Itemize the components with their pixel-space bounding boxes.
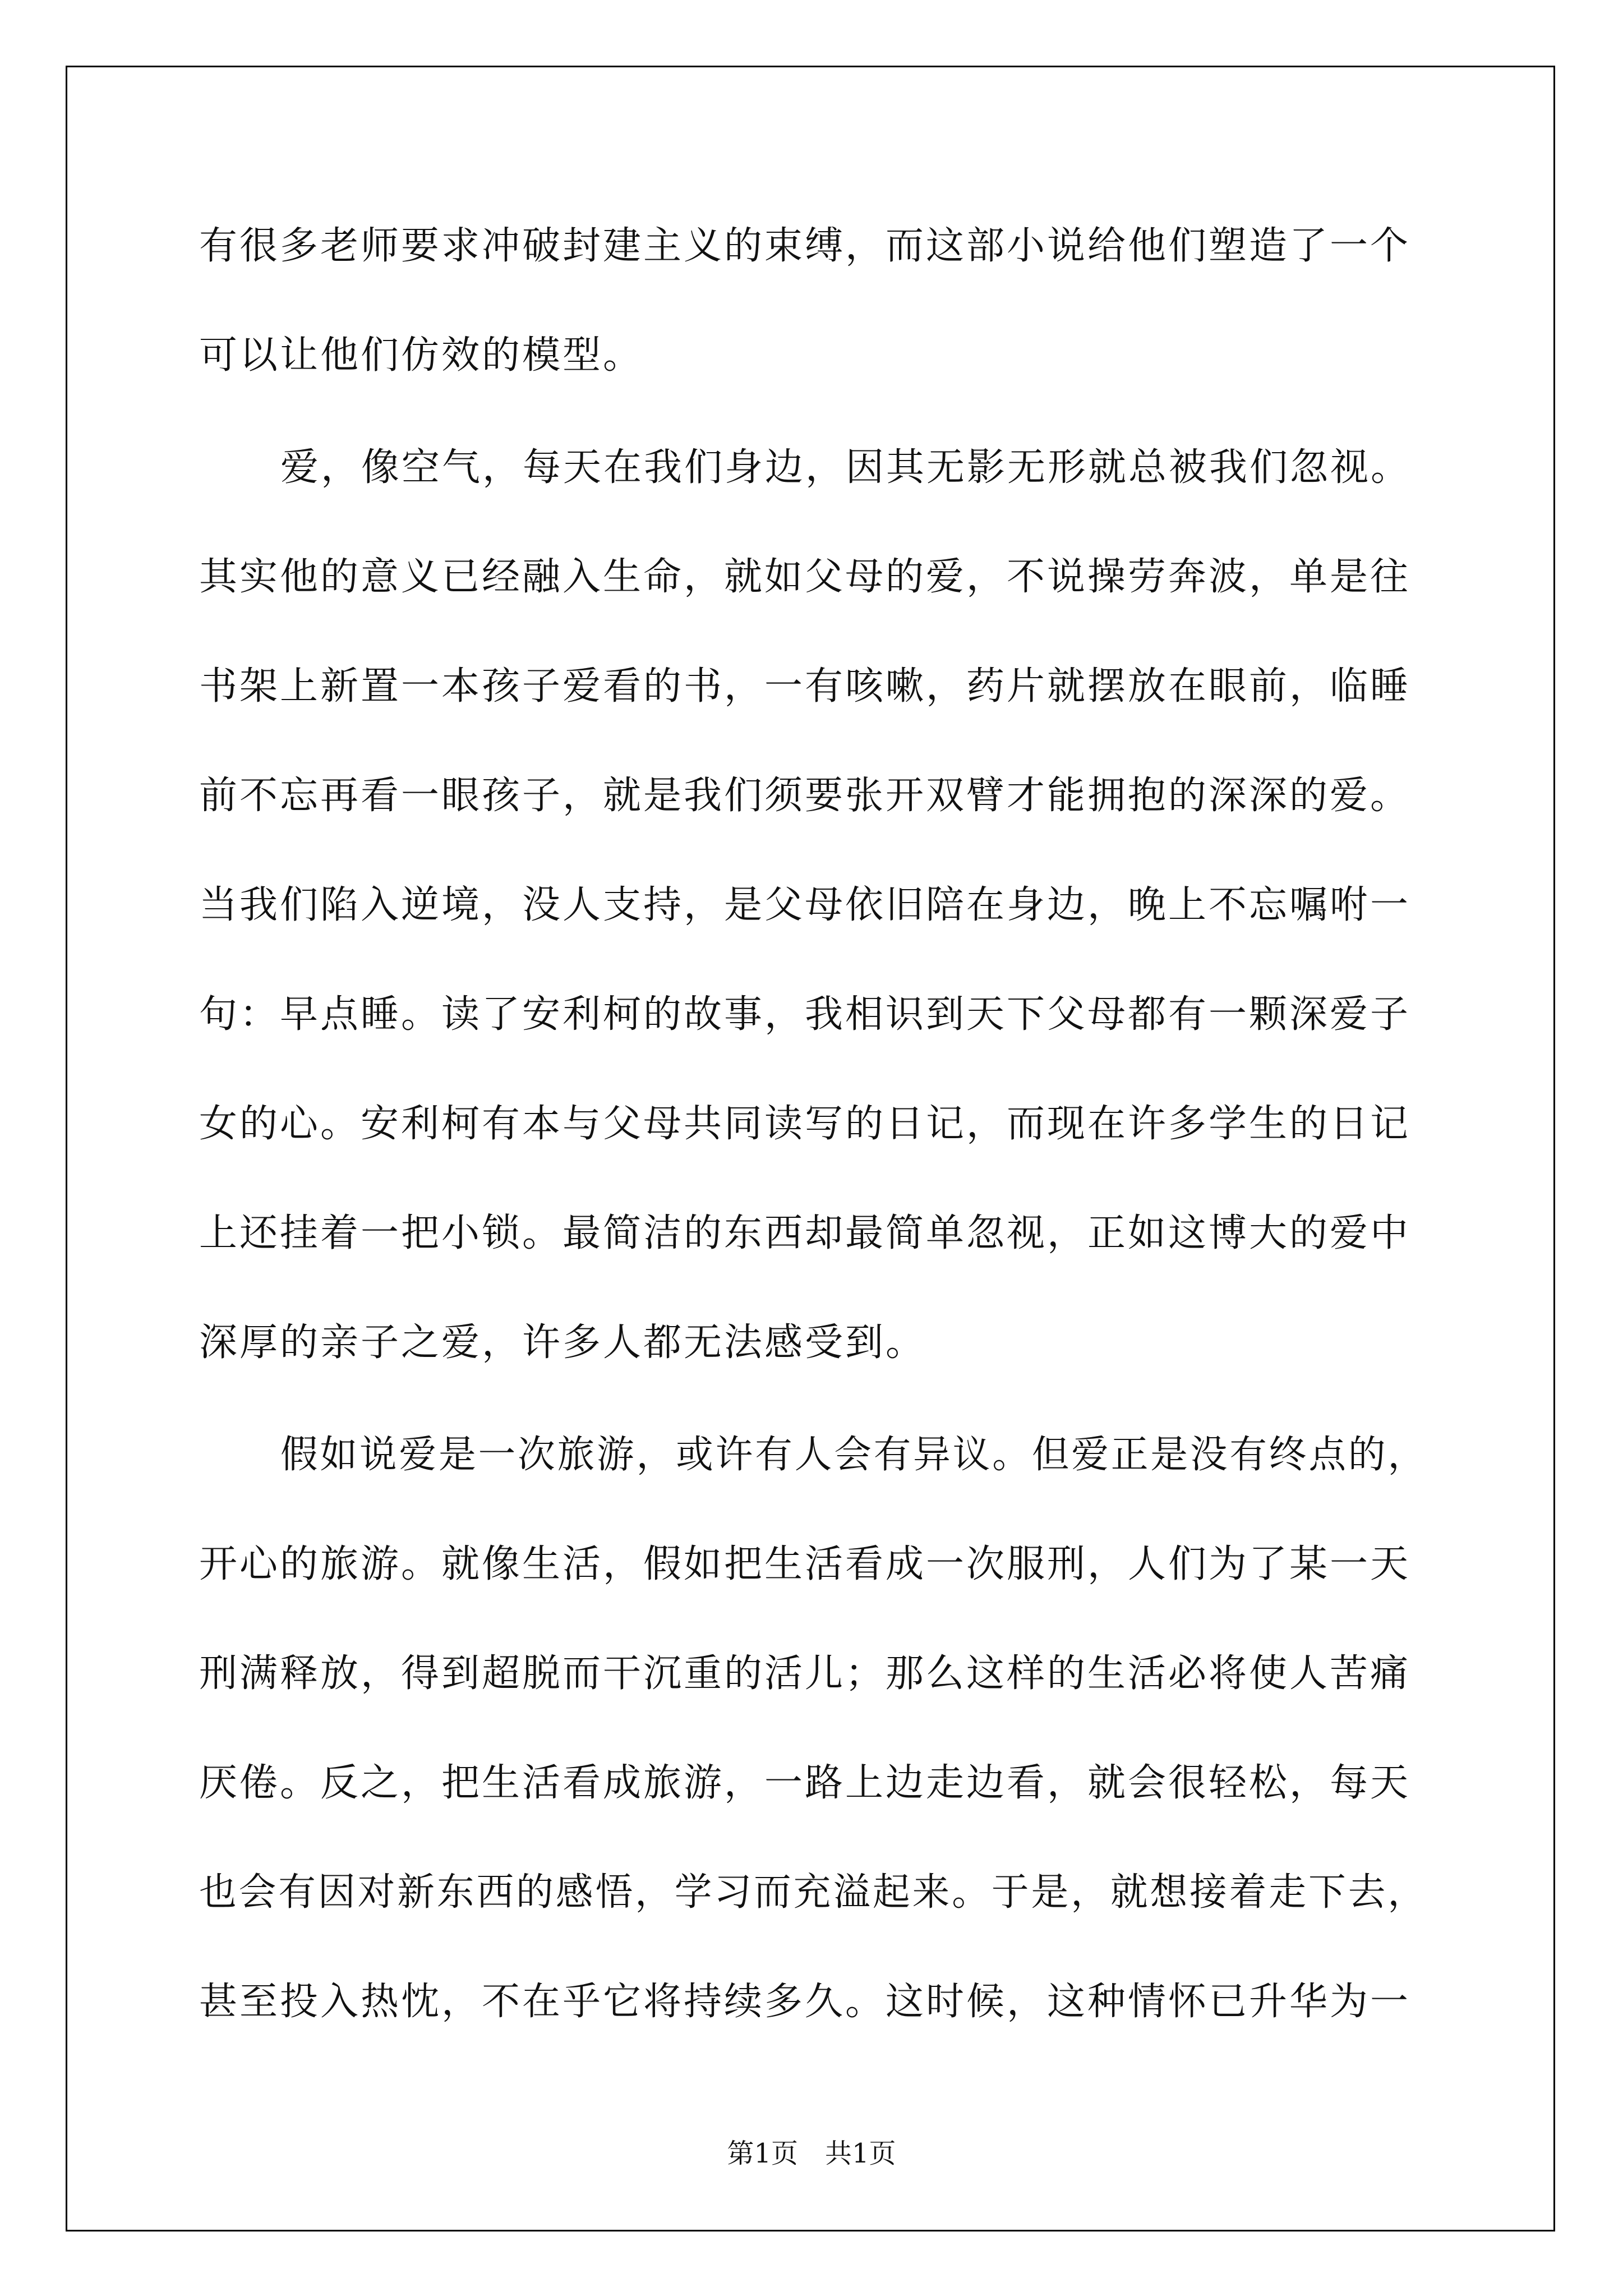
text-line: 刑满释放，得到超脱而干沉重的活儿；那么这样的生活必将使人苦痛	[199, 1651, 1411, 1696]
paragraph-start-line: 假如说爱是一次旅游，或许有人会有异议。但爱正是没有终点的，	[280, 1433, 1428, 1477]
text-line: 深厚的亲子之爱，许多人都无法感受到。	[199, 1320, 926, 1365]
text-line: 前不忘再看一眼孩子，就是我们须要张开双臂才能拥抱的深深的爱。	[199, 774, 1411, 818]
text-line: 厌倦。反之，把生活看成旅游，一路上边走边看，就会很轻松，每天	[199, 1761, 1411, 1805]
text-line: 当我们陷入逆境，没人支持，是父母依旧陪在身边，晚上不忘嘱咐一	[199, 883, 1411, 927]
text-line: 开心的旅游。就像生活，假如把生活看成一次服刑，人们为了某一天	[199, 1542, 1411, 1586]
text-line: 其实他的意义已经融入生命，就如父母的爱，不说操劳奔波，单是往	[199, 555, 1411, 599]
text-line: 也会有因对新东西的感悟，学习而充溢起来。于是，就想接着走下去，	[199, 1870, 1428, 1915]
text-line: 女的心。安利柯有本与父母共同读写的日记，而现在许多学生的日记	[199, 1102, 1411, 1146]
paragraph-start-line: 爱，像空气，每天在我们身边，因其无影无形就总被我们忽视。	[280, 445, 1412, 490]
text-line: 甚至投入热忱，不在乎它将持续多久。这时候，这种情怀已升华为一	[199, 1980, 1411, 2024]
text-line: 书架上新置一本孩子爱看的书，一有咳嗽，药片就摆放在眼前，临睡	[199, 664, 1411, 708]
text-line: 句：早点睡。读了安利柯的故事，我相识到天下父母都有一颗深爱子	[199, 992, 1411, 1037]
text-line: 上还挂着一把小锁。最简洁的东西却最简单忽视，正如这博大的爱中	[199, 1211, 1411, 1255]
text-line: 可以让他们仿效的模型。	[199, 333, 644, 378]
text-line: 有很多老师要求冲破封建主义的束缚，而这部小说给他们塑造了一个	[199, 224, 1411, 268]
page-number-footer: 第1页 共1页	[727, 2138, 896, 2169]
